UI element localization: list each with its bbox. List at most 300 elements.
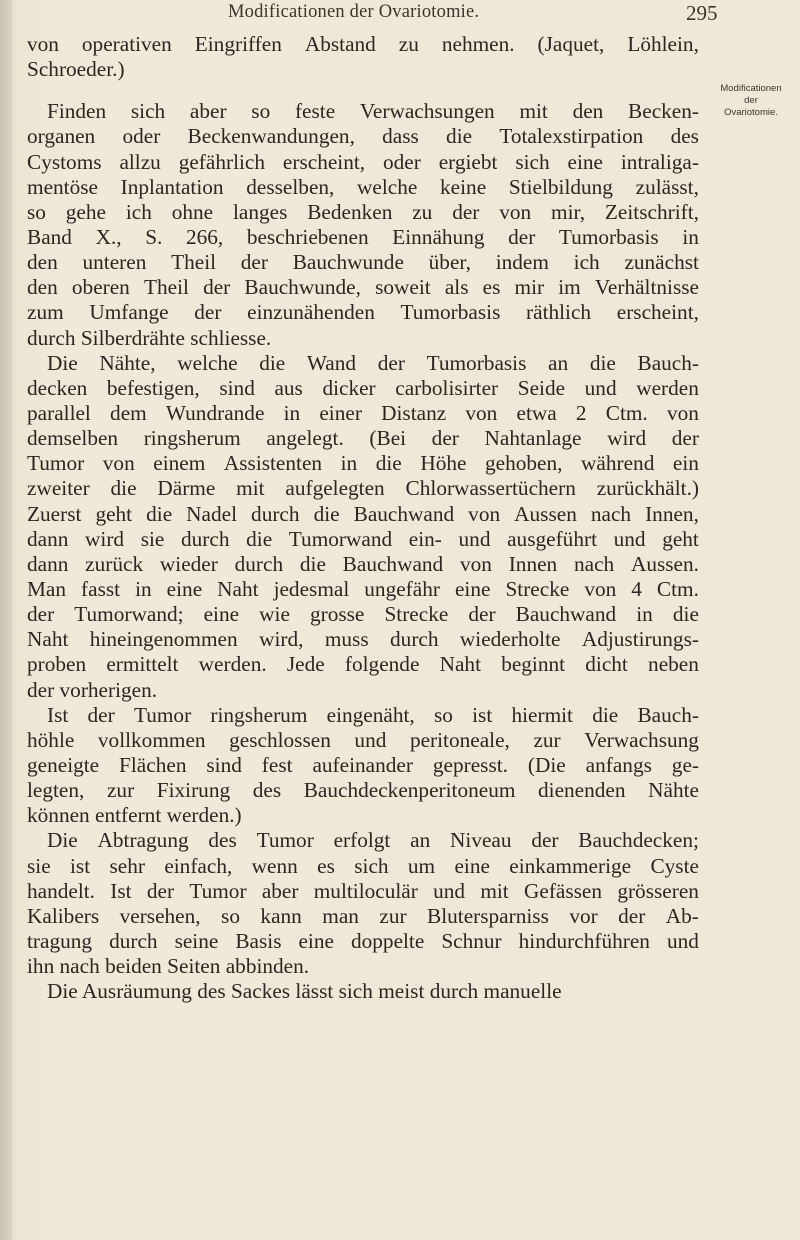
word: etwa (516, 400, 557, 425)
text-line (27, 476, 699, 501)
word: Nahtanlage (484, 426, 582, 451)
word: Wundrande (165, 400, 265, 425)
word: Tumorwand (288, 526, 393, 551)
word: gehoben, (485, 451, 563, 476)
word: beschriebenen (246, 224, 369, 249)
word: (Bei (369, 426, 407, 451)
word: eingenäht, (326, 702, 415, 727)
word: wieder (159, 551, 218, 576)
word: die (446, 124, 473, 149)
text-line (27, 678, 699, 703)
word: Bauchwand (342, 551, 444, 576)
word: Zeitschrift, (604, 199, 699, 224)
word: proben (27, 652, 87, 677)
word: ermittelt (106, 652, 179, 677)
text-line (27, 99, 699, 124)
word: Band (27, 224, 72, 249)
word: zurück (85, 551, 144, 576)
word: des (670, 124, 699, 149)
word: der (203, 275, 231, 300)
word: Nadel (186, 501, 238, 526)
word: räthlich (526, 300, 592, 325)
word: wiederholte (459, 627, 561, 652)
word: Naht (439, 652, 481, 677)
word: sich (515, 149, 550, 174)
word: der (531, 828, 559, 853)
word: und (666, 928, 699, 953)
word: desselben, (246, 174, 335, 199)
word: S. (145, 224, 163, 249)
word: es (317, 853, 335, 878)
word: der (671, 426, 699, 451)
word: erfolgt (333, 828, 391, 853)
word: Totalexstirpation (499, 124, 644, 149)
word: Innen, (645, 501, 699, 526)
text-line (27, 275, 699, 300)
word: Umfange (89, 300, 169, 325)
word: und (433, 878, 466, 903)
paragraph-gap (27, 82, 699, 99)
word: der (508, 224, 536, 249)
text-line (27, 376, 699, 401)
word: Innen (508, 551, 558, 576)
word: durch (390, 627, 439, 652)
running-title: Modificationen der Ovariotomie. (228, 2, 480, 22)
margin-note (705, 83, 797, 119)
word: werden. (198, 652, 267, 677)
word: Jede (286, 652, 325, 677)
word: allzu (119, 149, 161, 174)
margin-note-line: Ovariotomie. (724, 107, 778, 118)
text-line (27, 979, 699, 1004)
word: zunächst (624, 250, 699, 275)
word: handelt. (27, 878, 96, 903)
word: Bauchwand (515, 602, 617, 627)
word: und (613, 526, 646, 551)
word: Tumorbasis (558, 224, 659, 249)
word: eine (567, 149, 603, 174)
word: hindurchführen (518, 928, 650, 953)
line-text: Schroeder.) (27, 57, 125, 82)
word: jedesmal (273, 576, 350, 601)
text-line (27, 753, 699, 778)
word: kann (260, 903, 302, 928)
word: die (589, 350, 616, 375)
text-line (27, 552, 699, 577)
word: Einnähung (392, 224, 485, 249)
word: der (27, 602, 55, 627)
word: und (458, 526, 491, 551)
word: Theil (143, 275, 189, 300)
word: Därme (157, 476, 216, 501)
word: Bauchwunde, (244, 275, 361, 300)
text-line (27, 300, 699, 325)
word: und (354, 727, 387, 752)
text-line (27, 854, 699, 879)
word: aus (274, 375, 303, 400)
word: die (146, 501, 173, 526)
word: eine (166, 576, 203, 601)
text-line (27, 527, 699, 552)
word: versehen, (119, 903, 201, 928)
word: ringsherum (210, 702, 308, 727)
word: hineingenommen (89, 627, 238, 652)
margin-note-line: der (744, 95, 758, 106)
word: zu (398, 32, 419, 56)
word: höhle (27, 727, 75, 752)
word: Aussen. (630, 551, 699, 576)
text-line (27, 652, 699, 677)
word: so (27, 199, 46, 224)
word: zur (106, 778, 135, 803)
word: Strecke (384, 602, 449, 627)
word: Adjustirungs- (581, 627, 699, 652)
word: geneigte (27, 752, 100, 777)
word: sehr (109, 853, 145, 878)
word: wird (85, 526, 125, 551)
text-line (27, 200, 699, 225)
word: ungefähr (364, 576, 440, 601)
word: Ist (47, 702, 69, 727)
word: ausgeführt (507, 526, 597, 551)
word: Assistenten (223, 451, 323, 476)
word: vor (569, 903, 598, 928)
word: indem (495, 250, 549, 275)
word: Kalibers (27, 903, 100, 928)
word: Tumor (256, 828, 314, 853)
text-line (27, 602, 699, 627)
word: hiermit (511, 702, 573, 727)
word: Distanz (381, 400, 447, 425)
word: doppelte (350, 928, 425, 953)
word: 2 (575, 400, 587, 425)
word: Man (27, 576, 67, 601)
word: Tumor (27, 451, 85, 476)
word: Basis (235, 928, 282, 953)
word: Bauch- (637, 702, 699, 727)
word: Beckenwandungen, (187, 124, 355, 149)
text-line (27, 225, 699, 250)
word: Gefässen (523, 878, 603, 903)
word: zurückhält.) (596, 476, 699, 501)
word: ein- (408, 526, 442, 551)
word: fest (261, 752, 293, 777)
word: im (558, 275, 581, 300)
word: ergiebt (438, 149, 498, 174)
word: an (410, 828, 431, 853)
word: die (313, 501, 340, 526)
word: wird, (259, 627, 304, 652)
text-line (27, 250, 699, 275)
word: nach (573, 551, 615, 576)
word: Blutersparniss (427, 903, 549, 928)
text-line (27, 929, 699, 954)
word: der (452, 199, 480, 224)
word: ein (672, 451, 699, 476)
word: Nähte, (99, 350, 156, 375)
word: oder (122, 124, 161, 149)
word: Die (47, 350, 78, 375)
text-line (27, 351, 699, 376)
word: Bauchdeckenperitoneum (303, 778, 516, 803)
word: an (548, 350, 569, 375)
word: operativen (81, 32, 172, 56)
word: der (431, 426, 459, 451)
word: des (208, 828, 237, 853)
word: mit (519, 99, 548, 124)
word: der (194, 300, 222, 325)
word: Bedenken (307, 199, 393, 224)
word: erscheint, (616, 300, 699, 325)
page-gutter (0, 0, 12, 1240)
word: multiloculär (313, 878, 418, 903)
word: um (407, 853, 436, 878)
word: grösseren (617, 878, 699, 903)
word: ist (472, 702, 493, 727)
word: organen (27, 124, 96, 149)
line-text: ihn nach beiden Seiten abbinden. (27, 954, 310, 979)
word: Eingriffen (194, 32, 282, 56)
word: Niveau (450, 828, 512, 853)
word: ist (70, 853, 91, 878)
word: der (240, 250, 268, 275)
word: grosse (309, 602, 365, 627)
word: dicht (585, 652, 628, 677)
word: so (433, 702, 453, 727)
word: feste (294, 99, 336, 124)
word: wenn (251, 853, 298, 878)
word: nach (590, 501, 632, 526)
word: so (221, 903, 240, 928)
word: die (592, 702, 619, 727)
word: Bauchwunde (292, 250, 404, 275)
word: eine (298, 928, 334, 953)
word: Verhältnisse (594, 275, 699, 300)
word: gepresst. (432, 752, 508, 777)
text-line (27, 828, 699, 853)
word: in (283, 400, 301, 425)
word: angelegt. (266, 426, 344, 451)
word: dicker (322, 375, 376, 400)
text-line (27, 879, 699, 904)
word: Verwachsung (584, 727, 699, 752)
word: der (87, 702, 115, 727)
word: von (459, 551, 492, 576)
word: dass (382, 124, 419, 149)
text-line (27, 326, 699, 351)
word: ich (573, 250, 600, 275)
word: sind (206, 752, 242, 777)
text-line (27, 803, 699, 828)
word: Tumor (189, 878, 247, 903)
running-header (0, 2, 800, 32)
word: (Jaquet, (537, 32, 605, 56)
word: demselben (27, 426, 119, 451)
page-number: 295 (686, 1, 718, 25)
word: ich (125, 199, 152, 224)
word: welche (357, 174, 418, 199)
text-line (27, 778, 699, 803)
word: geht (662, 526, 699, 551)
word: parallel (27, 400, 91, 425)
text-line (27, 57, 699, 82)
word: carbolisirter (395, 375, 499, 400)
word: es (482, 275, 501, 300)
word: der (146, 878, 175, 903)
word: mit (480, 878, 509, 903)
word: Cyste (650, 853, 699, 878)
word: oder (382, 149, 421, 174)
word: durch (234, 551, 284, 576)
word: Bauch- (637, 350, 699, 375)
word: die (110, 476, 137, 501)
word: Stielbildung (508, 174, 613, 199)
word: von (666, 400, 699, 425)
word: Bauchwand (353, 501, 455, 526)
line-text: durch Silberdrähte schliesse. (27, 325, 272, 350)
word: welche (177, 350, 238, 375)
word: Cystoms (27, 149, 102, 174)
line-text: Die Ausräumung des Sackes lässt sich meist durch manuelle (47, 979, 562, 1004)
word: von (584, 576, 617, 601)
word: in (135, 576, 152, 601)
word: die (672, 602, 699, 627)
word: Naht (217, 576, 259, 601)
word: zulässt, (635, 174, 699, 199)
word: (Die (527, 752, 566, 777)
word: 266, (185, 224, 224, 249)
word: seine (174, 928, 219, 953)
word: wie (259, 602, 290, 627)
word: Die (47, 828, 78, 853)
word: sind (219, 375, 255, 400)
word: Höhe (420, 451, 467, 476)
word: die (259, 350, 286, 375)
text-line (27, 502, 699, 527)
text-line (27, 954, 699, 979)
word: Bauchdecken; (578, 828, 699, 853)
word: 4 (631, 576, 642, 601)
word: der (618, 903, 646, 928)
word: aufeinander (312, 752, 413, 777)
word: einzunähenden (247, 300, 375, 325)
word: die (375, 451, 402, 476)
text-line (27, 401, 699, 426)
margin-note-line: Modificationen (720, 83, 782, 94)
word: mit (236, 476, 265, 501)
word: in (636, 602, 653, 627)
word: nehmen. (441, 32, 515, 56)
word: wird (607, 426, 647, 451)
word: den (572, 99, 604, 124)
word: eine (203, 602, 240, 627)
word: von (468, 501, 501, 526)
word: intraliga- (620, 149, 699, 174)
word: durch (251, 501, 300, 526)
word: oberen (71, 275, 130, 300)
word: durch (181, 526, 230, 551)
word: erscheint, (282, 149, 366, 174)
word: langes (232, 199, 288, 224)
word: der (377, 350, 405, 375)
word: dienenden (538, 778, 626, 803)
word: Aussen (514, 501, 577, 526)
line-text: der vorherigen. (27, 677, 158, 702)
word: Wand (306, 350, 357, 375)
word: Schnur (441, 928, 502, 953)
word: vollkommen (97, 727, 206, 752)
word: Zuerst (27, 501, 82, 526)
text-line (27, 627, 699, 652)
word: man (322, 903, 359, 928)
word: muss (324, 627, 369, 652)
word: ge- (671, 752, 699, 777)
body-text (27, 32, 699, 1004)
word: dann (27, 526, 69, 551)
word: über, (428, 250, 471, 275)
word: einer (319, 400, 362, 425)
word: mir, (551, 199, 586, 224)
word: werden (636, 375, 699, 400)
text-line (27, 451, 699, 476)
word: neben (648, 652, 699, 677)
text-line (27, 124, 699, 149)
word: Flächen (119, 752, 187, 777)
word: beginnt (501, 652, 566, 677)
word: legten, (27, 778, 85, 803)
word: zur (379, 903, 407, 928)
word: Strecke (505, 576, 570, 601)
word: Abtragung (97, 828, 189, 853)
word: Tumorbasis (400, 300, 501, 325)
word: mentöse (27, 174, 98, 199)
word: Ist (110, 878, 132, 903)
word: eine (454, 853, 490, 878)
word: Ctm. (605, 400, 648, 425)
word: fasst (81, 576, 121, 601)
word: geschlossen (229, 727, 331, 752)
word: Theil (171, 250, 217, 275)
word: sich (354, 853, 389, 878)
word: Ctm. (656, 576, 699, 601)
word: anfangs (585, 752, 652, 777)
word: Inplantation (120, 174, 224, 199)
word: eine (454, 576, 491, 601)
word: soweit (375, 275, 431, 300)
word: aber (189, 99, 227, 124)
word: dann (27, 551, 69, 576)
word: tragung (27, 928, 93, 953)
word: Löhlein, (627, 32, 699, 56)
word: einem (153, 451, 206, 476)
word: von (27, 32, 59, 56)
text-line (27, 703, 699, 728)
word: dem (110, 400, 147, 425)
word: Nähte (648, 778, 699, 803)
word: decken (27, 375, 88, 400)
text-line (27, 904, 699, 929)
word: unteren (82, 250, 147, 275)
word: der (468, 602, 496, 627)
word: mir (514, 275, 545, 300)
word: zweiter (27, 476, 90, 501)
word: von (102, 451, 135, 476)
word: den (27, 275, 58, 300)
word: X., (95, 224, 122, 249)
word: aufgelegten (285, 476, 385, 501)
word: von (465, 400, 498, 425)
word: Chlorwassertüchern (405, 476, 576, 501)
